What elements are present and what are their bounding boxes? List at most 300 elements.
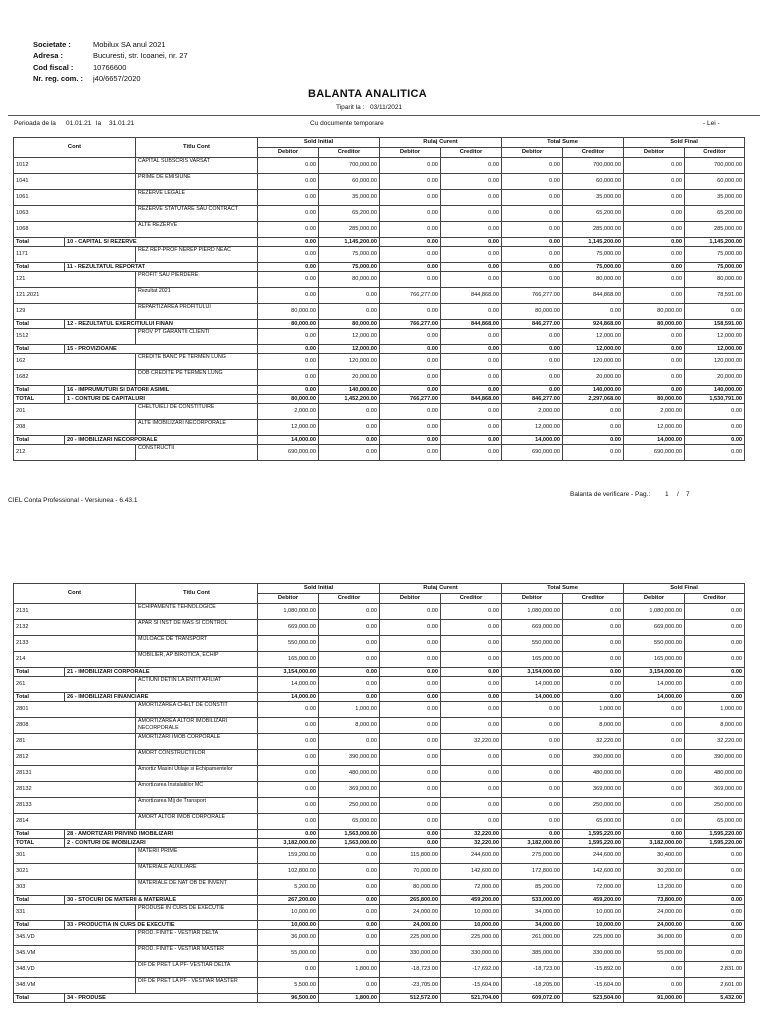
account-code: 2132 (14, 620, 136, 636)
table-row (14, 404, 745, 420)
credit-value: 0.00 (441, 190, 502, 206)
debit-value: 0.00 (258, 814, 319, 830)
table-row (14, 190, 745, 206)
credit-value: 12,000.00 (685, 345, 745, 354)
debit-value: 0.00 (380, 263, 441, 272)
debit-value: 1,080,000.00 (624, 604, 685, 620)
account-code: 1512 (14, 329, 136, 345)
debit-value: 0.00 (502, 702, 563, 718)
table-row (14, 766, 745, 782)
table-row (14, 604, 745, 620)
debit-value: 36,000.00 (624, 930, 685, 946)
debit-value: 0.00 (380, 329, 441, 345)
account-title: CREDITE BANC PE TERMEN LUNG (136, 354, 258, 370)
credit-value: 1,595,220.00 (563, 830, 624, 839)
debit-value: 165,000.00 (258, 652, 319, 668)
account-title: REZERVE STATUTARE SAU CONTRACT (136, 206, 258, 222)
credit-value: 12,000.00 (319, 345, 380, 354)
debit-value: 0.00 (624, 329, 685, 345)
debit-value: 30,400.00 (624, 848, 685, 864)
debit-value: 0.00 (624, 734, 685, 750)
credit-value: 0.00 (685, 677, 745, 693)
debit-value: -18,723.00 (502, 962, 563, 978)
debit-value: 2,000.00 (502, 404, 563, 420)
debit-value: 0.00 (258, 766, 319, 782)
total-group-name: 11 - REZULTATUL REPORTAT (65, 263, 258, 272)
col-creditor: Creditor (563, 594, 624, 604)
debit-value: 0.00 (502, 238, 563, 247)
debit-value: 0.00 (380, 798, 441, 814)
total-label: Total (14, 830, 65, 839)
table-body (14, 604, 745, 1003)
credit-value: 80,000.00 (685, 272, 745, 288)
debit-value: 0.00 (624, 222, 685, 238)
credit-value: 12,000.00 (685, 329, 745, 345)
credit-value: 0.00 (441, 329, 502, 345)
credit-value: 0.00 (319, 693, 380, 702)
account-title: ALTE REZERVE (136, 222, 258, 238)
credit-value: 1,530,791.00 (685, 395, 745, 404)
credit-value: 0.00 (441, 370, 502, 386)
debit-value: 690,000.00 (258, 445, 319, 461)
debit-value: 0.00 (258, 263, 319, 272)
total-row (14, 395, 745, 404)
debit-value: 0.00 (258, 830, 319, 839)
credit-value: 0.00 (441, 238, 502, 247)
credit-value: 65,000.00 (685, 814, 745, 830)
table-row (14, 420, 745, 436)
table-row (14, 652, 745, 668)
credit-value: 0.00 (685, 905, 745, 921)
credit-value: 1,563,000.00 (319, 830, 380, 839)
debit-value: 0.00 (624, 702, 685, 718)
debit-value: 1,080,000.00 (502, 604, 563, 620)
credit-value: 0.00 (563, 693, 624, 702)
credit-value: 0.00 (441, 693, 502, 702)
credit-value: 0.00 (563, 445, 624, 461)
credit-value: 0.00 (319, 848, 380, 864)
debit-value: 669,000.00 (258, 620, 319, 636)
debit-value: 3,182,000.00 (502, 839, 563, 848)
credit-value: 75,000.00 (685, 247, 745, 263)
debit-value: 10,000.00 (258, 905, 319, 921)
table-body (14, 158, 745, 461)
credit-value: 0.00 (441, 814, 502, 830)
credit-value: 0.00 (319, 636, 380, 652)
debit-value: 172,800.00 (502, 864, 563, 880)
credit-value: 65,200.00 (685, 206, 745, 222)
total-group-name: 30 - STOCURI DE MATERII & MATERIALE (65, 896, 258, 905)
credit-value: 0.00 (441, 702, 502, 718)
credit-value: 32,220.00 (441, 734, 502, 750)
debit-value: 0.00 (380, 436, 441, 445)
total-label: Total (14, 345, 65, 354)
total-group-name: 34 - PRODUSE (65, 994, 258, 1003)
col-cont: Cont (14, 138, 136, 158)
debit-value: 0.00 (380, 652, 441, 668)
debit-value: 0.00 (380, 830, 441, 839)
account-code: 121 (14, 272, 136, 288)
debit-value: 12,000.00 (258, 420, 319, 436)
table-row (14, 445, 745, 461)
credit-value: 0.00 (441, 206, 502, 222)
debit-value: 0.00 (624, 247, 685, 263)
credit-value: 1,452,200.00 (319, 395, 380, 404)
debit-value: 0.00 (380, 604, 441, 620)
credit-value: 0.00 (563, 304, 624, 320)
debit-value: 0.00 (624, 354, 685, 370)
credit-value: 1,595,220.00 (685, 839, 745, 848)
debit-value: 0.00 (258, 288, 319, 304)
account-code: 1041 (14, 174, 136, 190)
credit-value: 0.00 (319, 864, 380, 880)
societate-label: Societate : (33, 40, 71, 49)
balance-table-page2 (13, 583, 745, 1003)
account-code: 201 (14, 404, 136, 420)
credit-value: 0.00 (441, 386, 502, 395)
account-title: DIF DE PRET LA PF- VESTIAR DELTA (136, 962, 258, 978)
credit-value: 0.00 (319, 445, 380, 461)
table-row (14, 158, 745, 174)
table-row (14, 174, 745, 190)
account-code: 212 (14, 445, 136, 461)
col-creditor: Creditor (563, 148, 624, 158)
account-code: 1063 (14, 206, 136, 222)
total-group-name: 12 - REZULTATUL EXERCITIULUI FINAN (65, 320, 258, 329)
credit-value: 480,000.00 (563, 766, 624, 782)
debit-value: 0.00 (624, 288, 685, 304)
credit-value: 1,145,200.00 (685, 238, 745, 247)
total-label: Total (14, 320, 65, 329)
account-title: Amortiz Masini Utilaje si Echipamentelor (136, 766, 258, 782)
credit-value: -15,604.00 (563, 978, 624, 994)
table-row (14, 329, 745, 345)
table-row (14, 848, 745, 864)
debit-value: 34,000.00 (502, 905, 563, 921)
debit-value: 0.00 (624, 386, 685, 395)
debit-value: 0.00 (624, 206, 685, 222)
debit-value: 690,000.00 (624, 445, 685, 461)
account-code: 1061 (14, 190, 136, 206)
debit-value: 0.00 (502, 174, 563, 190)
table-row (14, 304, 745, 320)
total-row (14, 693, 745, 702)
table-row (14, 782, 745, 798)
credit-value: 142,600.00 (563, 864, 624, 880)
account-title: Rezultat 2021 (136, 288, 258, 304)
credit-value: 0.00 (441, 798, 502, 814)
debit-value: 0.00 (380, 636, 441, 652)
credit-value: 0.00 (441, 354, 502, 370)
credit-value: 0.00 (685, 652, 745, 668)
credit-value: 459,200.00 (441, 896, 502, 905)
account-code: 1068 (14, 222, 136, 238)
debit-value: 2,000.00 (624, 404, 685, 420)
credit-value: 0.00 (319, 404, 380, 420)
debit-value: 0.00 (380, 668, 441, 677)
col-debitor: Debitor (624, 148, 685, 158)
account-code: 208 (14, 420, 136, 436)
credit-value: 2,297,068.00 (563, 395, 624, 404)
debit-value: 14,000.00 (502, 436, 563, 445)
col-debitor: Debitor (380, 148, 441, 158)
col-debitor: Debitor (258, 594, 319, 604)
debit-value: 0.00 (502, 272, 563, 288)
debit-value: 24,000.00 (380, 921, 441, 930)
credit-value: 0.00 (441, 668, 502, 677)
account-title: AMORTIZARI IMOB CORPORALE (136, 734, 258, 750)
credit-value: 0.00 (563, 436, 624, 445)
account-title: MOBILIER, AP BIROTICA, ECHIP (136, 652, 258, 668)
account-code: 2812 (14, 750, 136, 766)
credit-value: 0.00 (319, 921, 380, 930)
credit-value: 0.00 (319, 304, 380, 320)
credit-value: 35,000.00 (563, 190, 624, 206)
debit-value: 0.00 (380, 766, 441, 782)
debit-value: 0.00 (380, 445, 441, 461)
debit-value: 0.00 (258, 345, 319, 354)
debit-value: 0.00 (502, 354, 563, 370)
debit-value: 0.00 (380, 272, 441, 288)
debit-value: 85,200.00 (502, 880, 563, 896)
debit-value: 34,000.00 (502, 921, 563, 930)
credit-value: 35,000.00 (685, 190, 745, 206)
table-row (14, 620, 745, 636)
debit-value: 0.00 (502, 386, 563, 395)
total-group-name: 28 - AMORTIZARI PRIVIND IMOBILIZARI (65, 830, 258, 839)
debit-value: 0.00 (258, 222, 319, 238)
debit-value: 80,000.00 (502, 304, 563, 320)
col-sold-initial: Sold Initial (258, 584, 380, 594)
debit-value: 0.00 (624, 766, 685, 782)
credit-value: 0.00 (685, 930, 745, 946)
account-code: 28131 (14, 766, 136, 782)
account-code: 1171 (14, 247, 136, 263)
credit-value: 32,220.00 (441, 839, 502, 848)
debit-value: 10,000.00 (258, 921, 319, 930)
total-row (14, 436, 745, 445)
credit-value: 0.00 (441, 604, 502, 620)
adresa-value: Bucuresti, str. Icoanei, nr. 27 (93, 51, 188, 60)
account-title: CONSTRUCTII (136, 445, 258, 461)
col-rulaj-curent: Rulaj Curent (380, 138, 502, 148)
credit-value: 0.00 (441, 304, 502, 320)
debit-value: 0.00 (258, 798, 319, 814)
total-label: Total (14, 693, 65, 702)
balance-table-page1 (13, 137, 745, 461)
table-row (14, 798, 745, 814)
account-title: ECHIPAMENTE TEHNOLOGICE (136, 604, 258, 620)
tiparit-label: Tiparit la : (336, 104, 365, 111)
debit-value: 0.00 (624, 750, 685, 766)
debit-value: 80,000.00 (624, 320, 685, 329)
credit-value: 244,600.00 (441, 848, 502, 864)
account-code: 2801 (14, 702, 136, 718)
credit-value: 0.00 (441, 247, 502, 263)
debit-value: 73,800.00 (624, 896, 685, 905)
societate-value: Mobilux SA anul 2021 (93, 40, 166, 49)
credit-value: 0.00 (685, 620, 745, 636)
credit-value: 0.00 (441, 620, 502, 636)
debit-value: 0.00 (502, 750, 563, 766)
account-title: MATERIALE AUXILIARE (136, 864, 258, 880)
perioada-to: 31.01.21 (109, 120, 135, 127)
account-title: MATERII PRIME (136, 848, 258, 864)
account-title: Amortizarea Instalatiilor MC (136, 782, 258, 798)
credit-value: 480,000.00 (319, 766, 380, 782)
table-row (14, 814, 745, 830)
credit-value: 65,000.00 (563, 814, 624, 830)
credit-value: 0.00 (563, 668, 624, 677)
debit-value: 14,000.00 (502, 693, 563, 702)
credit-value: 140,000.00 (319, 386, 380, 395)
table-row (14, 272, 745, 288)
debit-value: 14,000.00 (258, 436, 319, 445)
debit-value: 0.00 (380, 718, 441, 734)
total-group-name: 1 - CONTURI DE CAPITALURI (65, 395, 258, 404)
credit-value: 0.00 (441, 636, 502, 652)
debit-value: 0.00 (502, 190, 563, 206)
account-code: 345.VM (14, 946, 136, 962)
debit-value: 0.00 (624, 814, 685, 830)
debit-value: 0.00 (624, 272, 685, 288)
account-title: AMORT ALTOR IMOB CORPORALE (136, 814, 258, 830)
cod-fiscal-value: 10766600 (93, 63, 127, 72)
debit-value: 0.00 (624, 962, 685, 978)
total-label: Total (14, 436, 65, 445)
debit-value: 115,800.00 (380, 848, 441, 864)
credit-value: 8,000.00 (563, 718, 624, 734)
credit-value: 0.00 (685, 693, 745, 702)
debit-value: 0.00 (380, 222, 441, 238)
debit-value: 225,000.00 (380, 930, 441, 946)
debit-value: 0.00 (624, 345, 685, 354)
account-code: 28132 (14, 782, 136, 798)
account-title: REZ REP-PROF NEREP PIERD NEAC (136, 247, 258, 263)
credit-value: 60,000.00 (319, 174, 380, 190)
credit-value: 0.00 (685, 636, 745, 652)
debit-value: 0.00 (380, 158, 441, 174)
debit-value: 766,277.00 (380, 288, 441, 304)
adresa-label: Adresa : (33, 51, 64, 60)
debit-value: -18,723.00 (380, 962, 441, 978)
col-sold-final: Sold Final (624, 138, 745, 148)
debit-value: -23,705.00 (380, 978, 441, 994)
debit-value: 267,200.00 (258, 896, 319, 905)
credit-value: 225,000.00 (441, 930, 502, 946)
debit-value: 0.00 (258, 702, 319, 718)
credit-value: 0.00 (563, 652, 624, 668)
debit-value: 0.00 (624, 158, 685, 174)
credit-value: 0.00 (685, 404, 745, 420)
debit-value: 0.00 (380, 782, 441, 798)
total-label: Total (14, 668, 65, 677)
debit-value: 550,000.00 (502, 636, 563, 652)
table-row (14, 864, 745, 880)
credit-value: 10,000.00 (563, 921, 624, 930)
debit-value: 0.00 (258, 238, 319, 247)
nr-reg-label: Nr. reg. com. : (33, 74, 84, 83)
credit-value: 75,000.00 (563, 247, 624, 263)
credit-value: 0.00 (685, 921, 745, 930)
credit-value: 0.00 (685, 436, 745, 445)
credit-value: -17,692.00 (441, 962, 502, 978)
debit-value: 0.00 (502, 798, 563, 814)
total-label: TOTAL (14, 839, 65, 848)
debit-value: 0.00 (502, 345, 563, 354)
credit-value: 1,000.00 (563, 702, 624, 718)
col-debitor: Debitor (502, 148, 563, 158)
credit-value: 65,200.00 (319, 206, 380, 222)
debit-value: 0.00 (502, 734, 563, 750)
debit-value: 0.00 (502, 263, 563, 272)
account-code: 2808 (14, 718, 136, 734)
credit-value: 285,000.00 (685, 222, 745, 238)
debit-value: 0.00 (380, 190, 441, 206)
cod-fiscal-label: Cod fiscal : (33, 63, 74, 72)
col-debitor: Debitor (258, 148, 319, 158)
credit-value: 75,000.00 (319, 247, 380, 263)
credit-value: 0.00 (319, 436, 380, 445)
credit-value: 0.00 (563, 420, 624, 436)
credit-value: 0.00 (441, 445, 502, 461)
credit-value: 0.00 (685, 420, 745, 436)
debit-value: 0.00 (380, 420, 441, 436)
credit-value: 60,000.00 (563, 174, 624, 190)
credit-value: 140,000.00 (685, 386, 745, 395)
debit-value: 0.00 (502, 206, 563, 222)
credit-value: 0.00 (319, 734, 380, 750)
debit-value: 0.00 (380, 238, 441, 247)
credit-value: 250,000.00 (685, 798, 745, 814)
table-row (14, 702, 745, 718)
total-group-name: 15 - PROVIZIOANE (65, 345, 258, 354)
credit-value: 120,000.00 (685, 354, 745, 370)
credit-value: 8,000.00 (319, 718, 380, 734)
total-group-name: 33 - PRODUCTIA IN CURS DE EXECUTIE (65, 921, 258, 930)
account-title: MIJLOACE DE TRANSPORT (136, 636, 258, 652)
credit-value: 80,000.00 (319, 320, 380, 329)
report-title: BALANTA ANALITICA (308, 88, 427, 100)
credit-value: 285,000.00 (319, 222, 380, 238)
debit-value: 0.00 (380, 386, 441, 395)
credit-value: 0.00 (441, 750, 502, 766)
debit-value: 512,572.00 (380, 994, 441, 1003)
balanta-label: Balanta de verificare - Pag.: (570, 491, 651, 498)
credit-value: 0.00 (563, 677, 624, 693)
total-label: TOTAL (14, 395, 65, 404)
nr-reg-value: j40/6657/2020 (93, 74, 141, 83)
debit-value: 0.00 (258, 190, 319, 206)
credit-value: 0.00 (563, 404, 624, 420)
table-row (14, 247, 745, 263)
credit-value: 369,000.00 (319, 782, 380, 798)
account-title: REZERVE LEGALE (136, 190, 258, 206)
credit-value: 0.00 (685, 896, 745, 905)
total-group-name: 2 - CONTURI DE IMOBILIZARI (65, 839, 258, 848)
col-sold-initial: Sold Initial (258, 138, 380, 148)
credit-value: 0.00 (685, 864, 745, 880)
debit-value: 80,000.00 (624, 304, 685, 320)
account-title: APAR SI INST DE MAS SI CONTROL (136, 620, 258, 636)
debit-value: 0.00 (258, 354, 319, 370)
credit-value: 0.00 (441, 404, 502, 420)
debit-value: 3,154,000.00 (624, 668, 685, 677)
debit-value: 0.00 (624, 782, 685, 798)
page-number: 1 (665, 491, 669, 498)
debit-value: 0.00 (624, 190, 685, 206)
credit-value: 75,000.00 (319, 263, 380, 272)
